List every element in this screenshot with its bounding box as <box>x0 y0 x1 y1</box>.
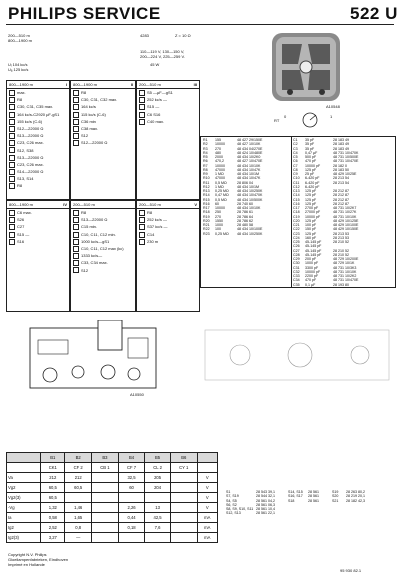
part-row: C24 160 pF 28 213 53 <box>293 235 349 240</box>
step-marker-icon <box>9 169 15 175</box>
part-row: R21 1000 28 480 58 <box>203 223 253 227</box>
step-marker-icon <box>73 260 79 266</box>
control-knob-diagram <box>290 110 333 130</box>
part-row: C4 0,47 μF 48 731 10/470K <box>293 150 359 155</box>
impedance: Z = 10 Ω <box>175 33 191 38</box>
part-row: R14 0,47 MΩ 48 434 10/470K <box>203 193 263 198</box>
section-step: 230 m <box>137 238 199 245</box>
step-marker-icon <box>73 112 79 118</box>
section-step: R8 <box>7 182 69 189</box>
brand-title: PHILIPS SERVICE <box>8 4 161 23</box>
section-band: 200—510 m <box>73 202 95 207</box>
section-step: C40 max. <box>137 118 199 125</box>
part-row: R7 10000 48 434 10/10K <box>203 163 261 168</box>
tube-table-row: Ig2 2,52 0,8 0,18 7,6 mA <box>7 523 218 533</box>
step-marker-icon <box>9 176 15 182</box>
part-row: S19 28 263 80,2 <box>332 490 365 494</box>
step-marker-icon <box>139 119 145 125</box>
lower-parts-right <box>332 490 394 503</box>
part-row: R3 270 48 434 04/270E <box>203 146 263 151</box>
section-number: IV <box>63 202 67 207</box>
section-step: 155 kc/s (C-6) <box>7 118 69 125</box>
part-row: C5 500 pF 48 731 10/500E <box>293 155 359 159</box>
step-marker-icon <box>139 97 145 103</box>
section-step: 164 kc/s <box>71 103 135 110</box>
step-marker-icon <box>139 90 145 96</box>
section-step: R8 <box>7 96 69 103</box>
section-step: C38 max. <box>71 125 135 132</box>
step-marker-icon <box>73 232 79 238</box>
section-step: S15 — <box>7 231 69 238</box>
step-marker-icon <box>9 210 15 216</box>
section-step: C30, C31, C35 max. <box>7 103 69 110</box>
part-row: C29 200 pF 48 729 10/200E <box>293 257 359 261</box>
step-marker-icon <box>9 162 15 168</box>
step-marker-icon <box>73 267 79 273</box>
part-row: C33 2200 pF 48 731 10/2K2 <box>293 274 357 278</box>
radio-photo <box>270 30 342 103</box>
parts-column-capacitors <box>293 138 393 287</box>
section-step: C15 min. <box>71 223 135 230</box>
step-marker-icon <box>9 224 15 230</box>
step-marker-icon <box>9 239 15 245</box>
alignment-section-6 <box>136 200 200 312</box>
section-step: S16 <box>7 238 69 245</box>
section-band: 800—1900 m <box>9 202 34 207</box>
part-row: R22 100 48 434 10/100E <box>203 227 263 232</box>
pcb-diagram <box>28 320 158 390</box>
section-step: S12 <box>71 267 135 274</box>
part-row: R23 0,25 MΩ 48 434 10/250K <box>203 231 263 236</box>
section-band: 800—1900 m <box>9 82 34 87</box>
section-band: 200—510 m <box>139 202 161 207</box>
section-step: C23, C26 max. <box>7 161 69 168</box>
part-row: R9 1 MΩ 48 434 10/1M <box>203 172 259 176</box>
step-marker-icon <box>9 155 15 161</box>
part-row: R20 1550 28 786 62 <box>203 218 253 223</box>
section-step: C36 min <box>71 118 135 125</box>
part-row: C18 27000 pF 48 731 10/27K <box>293 210 357 215</box>
part-row: S18 28 561 <box>288 498 319 503</box>
part-row: R17 10000 48 434 10/10K <box>203 206 261 210</box>
part-row: S14, S15 28 561 <box>288 490 319 494</box>
step-marker-icon <box>139 112 145 118</box>
step-marker-icon <box>73 104 79 110</box>
section-number: I <box>65 82 67 87</box>
tube-table-row: Vg2 60,5 60,5 60 204 V <box>7 483 218 493</box>
supply-voltages: 110—119 V, 130—150 V, 200—224 V, 225—259 V. <box>140 49 185 59</box>
part-row: C8 125 pF 28 183 50 <box>293 167 349 172</box>
section-step: S26 <box>7 216 69 223</box>
footer-reference: 95 930 82.1 <box>340 568 362 573</box>
tube-table-row: Va 212 212 32,5 205 V <box>7 473 218 483</box>
step-marker-icon <box>73 210 79 216</box>
part-row: S21 28 182 42,3 <box>332 498 365 503</box>
step-marker-icon <box>73 224 79 230</box>
code-left: 4283 <box>140 33 149 38</box>
knob-pos-0: 0 <box>284 114 287 119</box>
header-rule <box>6 24 394 25</box>
step-marker-icon <box>73 133 79 139</box>
section-step: C10, C11, C12 max (kc) <box>71 245 135 252</box>
part-row: C15 125 pF 28 212 87 <box>293 197 349 202</box>
step-marker-icon <box>139 239 145 245</box>
section-step: C6 S16 <box>137 111 199 118</box>
part-row: C30 1000 pF 48 729 10/1K <box>293 261 355 266</box>
model-title: 522 U <box>350 4 398 23</box>
section-step: C23, C26 max. <box>7 139 69 146</box>
step-marker-icon <box>139 210 145 216</box>
part-row: S12, S13 28 561 22,1 <box>226 511 275 516</box>
step-marker-icon <box>73 246 79 252</box>
section-step: C14 <box>137 231 199 238</box>
step-marker-icon <box>73 97 79 103</box>
step-marker-icon <box>139 232 145 238</box>
alignment-section-4 <box>6 200 70 312</box>
part-row: R16 60 28 740 60 <box>203 201 253 206</box>
section-step: C10, C11, C12 min. <box>71 231 135 238</box>
part-row: S4, S5 28 561 04,2 <box>226 498 275 503</box>
part-row: C28 45-145 pF 28 210 52 <box>293 252 349 257</box>
part-row: C25 45-145 pF 28 210 52 <box>293 240 349 244</box>
step-marker-icon <box>9 126 15 132</box>
part-row: C11 6-420 pF 28 213 54 <box>293 180 349 185</box>
section-step: 115 kc/s (C-6) <box>71 111 135 118</box>
part-row: R8 47000 48 434 10/47K <box>203 167 261 172</box>
section-number: II <box>130 82 133 87</box>
section-step: C30, C31, C32 max. <box>71 96 135 103</box>
component-drawing <box>200 325 394 385</box>
part-row: C32 10000 pF 48 731 10/10K <box>293 269 357 274</box>
section-step: R8 <box>71 209 135 216</box>
pcb-label: A10550 <box>130 392 144 397</box>
step-marker-icon <box>73 239 79 245</box>
section-step: S5 —μF—gS1 <box>137 89 199 96</box>
part-row: C22 150 pF 48 429 10/150E <box>293 227 359 232</box>
step-marker-icon <box>73 253 79 259</box>
part-row: C34 470 pF 48 731 10/470E <box>293 278 359 283</box>
step-marker-icon <box>139 217 145 223</box>
section-step: S12 <box>71 132 135 139</box>
tube-table-row: Ia 0,58 1,65 0,44 42,5 mA <box>7 513 218 523</box>
step-marker-icon <box>73 90 79 96</box>
part-row: C17 2700 pF 48 731 10/2K7 <box>293 206 357 210</box>
section-step: S13—22000 Ω <box>7 154 69 161</box>
tube-table-row: -Vg 1,32 1,46 2,26 13 V <box>7 503 218 513</box>
part-row: R12 1 MΩ 48 434 10/1M <box>203 184 259 189</box>
if-values: Uᵢ 104 kc/s Uₐ 125 kc/s <box>8 62 29 72</box>
section-step: 252 kc/s — <box>137 96 199 103</box>
part-row: C31 3300 pF 48 731 10/3K3 <box>293 265 357 270</box>
alignment-section-3 <box>136 80 200 200</box>
part-row: C26 45-145 pF <box>293 244 322 249</box>
part-row: C1 35 pF 28 183 49 <box>293 138 349 142</box>
part-row: C20 125 pF 48 429 10/125E <box>293 218 359 223</box>
part-row: R4 480 48 424 10/480E <box>203 150 263 155</box>
part-row: C27 45-145 pF 28 210 52 <box>293 248 349 253</box>
knob-pos-1: 1 <box>330 114 333 119</box>
step-marker-icon <box>9 232 15 238</box>
tube-table-row: CK1 CF 2 CB 1 CF 7 CL 2 CY 1 <box>7 463 218 473</box>
section-band: 800—1900 m <box>73 82 98 87</box>
part-row: C14 125 pF 28 212 87 <box>293 193 349 198</box>
part-row: R11 0,5 MΩ 28 806 04 <box>203 180 253 185</box>
photo-label: A10548 <box>326 104 340 109</box>
section-step: C6 max. <box>7 209 69 216</box>
step-marker-icon <box>73 126 79 132</box>
lower-parts-mid <box>288 490 328 503</box>
section-step: S12—22000 Ω <box>7 125 69 132</box>
section-step: S13, S14 <box>7 175 69 182</box>
part-row: R1 155 48 427 29/150E <box>203 138 263 142</box>
section-step: S13—22000 Ω <box>7 132 69 139</box>
part-row: C16 125 pF 28 212 87 <box>293 201 349 206</box>
section-step: S12, S38 <box>7 147 69 154</box>
alignment-section-2 <box>70 80 136 200</box>
section-step: S13—22000 Ω <box>71 216 135 223</box>
section-step: R8 <box>137 209 199 216</box>
step-marker-icon <box>9 133 15 139</box>
section-step: 1333 kc/s— <box>71 252 135 259</box>
tube-table-row: B1 B2 B3 B4 B5 B6 <box>7 453 218 463</box>
part-row: C19 10000 pF 48 731 10/10K <box>293 214 357 219</box>
step-marker-icon <box>9 183 15 189</box>
part-row: S1 28 543 39,1 <box>226 490 275 494</box>
part-row: R10 47000 48 434 10/47K <box>203 176 261 181</box>
parts-table <box>200 136 396 288</box>
part-row: R13 0,25 MΩ 48 434 10/250K <box>203 189 263 193</box>
step-marker-icon <box>139 224 145 230</box>
part-row: R6 470,2 48 427 10/470E <box>203 159 263 164</box>
step-marker-icon <box>9 119 15 125</box>
lower-parts-left <box>226 490 286 516</box>
alignment-section-5 <box>70 200 136 312</box>
section-step: 252 kc/s — <box>137 216 199 223</box>
parts-column-resistors <box>203 138 289 236</box>
section-step: 164 kc/s-C2920 μF-gS1 <box>7 111 69 118</box>
band-list: 200—510 m 800—1900 m <box>8 33 33 43</box>
section-number: III <box>193 82 197 87</box>
step-marker-icon <box>9 112 15 118</box>
part-row: C13 125 pF 28 212 87 <box>293 189 349 193</box>
part-row: C10 6-420 pF 28 213 54 <box>293 176 349 181</box>
section-step: C33, C34 max. <box>71 259 135 266</box>
part-row: R19 270 28 786 64 <box>203 214 253 219</box>
step-marker-icon <box>73 217 79 223</box>
part-row: C2 35 pF 28 183 49 <box>293 142 349 147</box>
power-rating: 45 W <box>150 62 160 67</box>
part-row: R18 250 28 786 61 <box>203 210 253 215</box>
step-marker-icon <box>73 140 79 146</box>
section-step: S12—22000 Ω <box>71 139 135 146</box>
part-row: C35 0,1 μF 28 193 80 <box>293 282 349 287</box>
section-step: 1000 kc/s—gS1 <box>71 238 135 245</box>
tube-voltage-table <box>6 452 218 543</box>
step-marker-icon <box>9 97 15 103</box>
step-marker-icon <box>9 104 15 110</box>
section-step: S14—22000 Ω <box>7 168 69 175</box>
section-number: V <box>194 202 197 207</box>
part-row: R2 10000 48 427 10/10K <box>203 142 261 147</box>
tube-table-row: Ig2(3) 3,27 — mA <box>7 533 218 543</box>
footer-copyright: Copyright N.V. Philips Gloeilampenfabrieken, Eindhoven Imprimé en Hollande <box>8 552 69 567</box>
part-row: C3 35 pF 28 183 49 <box>293 146 349 151</box>
step-marker-icon <box>9 140 15 146</box>
step-marker-icon <box>9 217 15 223</box>
section-band: 200—510 m <box>139 82 161 87</box>
knob-label: RT <box>274 118 280 123</box>
section-step: R8 <box>71 89 135 96</box>
section-step: S15 — <box>137 103 199 110</box>
alignment-section-1 <box>6 80 70 200</box>
section-step: C27 <box>7 223 69 230</box>
step-marker-icon <box>9 90 15 96</box>
part-row: S16, S17 28 561 <box>288 494 319 499</box>
step-marker-icon <box>139 104 145 110</box>
part-row: C9 25 pF 48 429 10/25E <box>293 172 357 176</box>
part-row: C21 100 pF 48 429 10/100E <box>293 223 359 227</box>
part-row: C12 6-420 pF <box>293 184 320 189</box>
section-step: S37 kc/s — <box>137 223 199 230</box>
part-row: C23 125 pF 28 213 53 <box>293 231 349 236</box>
part-row: S20 28 219 20,1 <box>332 494 365 499</box>
section-step: max. <box>7 89 69 96</box>
part-row: C6 470 pF 48 731 10/470E <box>293 159 359 164</box>
part-row: S7, S19 28 544 32,1 <box>226 494 275 499</box>
step-marker-icon <box>73 119 79 125</box>
step-marker-icon <box>9 147 15 153</box>
part-row: S8, S9, S10, S11 28 561 10,4 <box>226 507 275 511</box>
part-row: R5 2000 48 434 10/2K0 <box>203 155 261 159</box>
part-row: S6, S2 28 561 06,3 <box>226 502 275 507</box>
tube-table-row: Vg2(3) 60,5 V <box>7 493 218 503</box>
part-row: C7 10000 pF 28 182 0 <box>293 163 347 168</box>
part-row: R15 0,5 MΩ 48 434 10/500K <box>203 197 263 202</box>
